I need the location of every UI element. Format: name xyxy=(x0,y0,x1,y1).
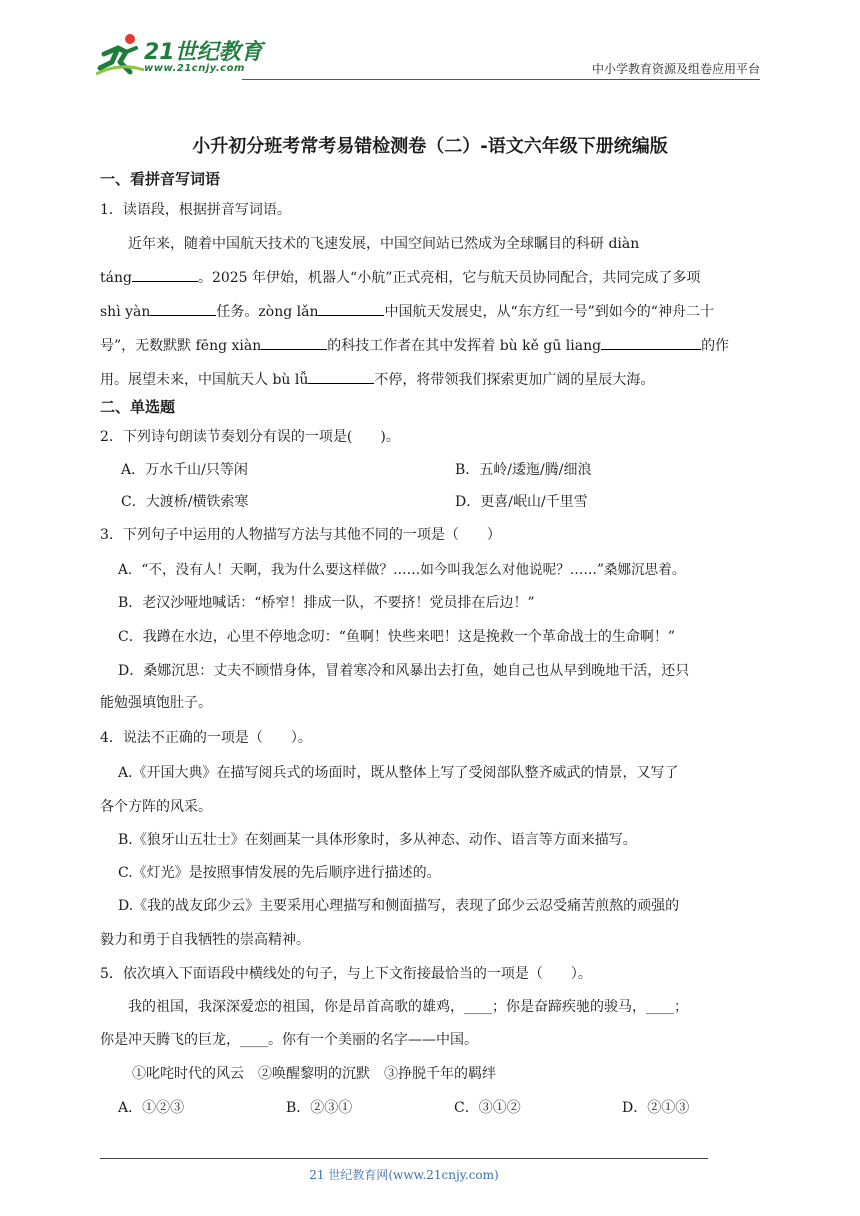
q5-passage-line-2: 你是冲天腾飞的巨龙，____。你有一个美丽的名字——中国。 xyxy=(100,1032,478,1048)
paragraph-line-3 xyxy=(100,301,765,321)
pinyin-shi-yan: shì yàn xyxy=(100,304,151,320)
paragraph-text: 的科技工作者在其中发挥着 bù kě gū liang xyxy=(327,338,602,354)
q4-option-a-cont: 各个方阵的风采。 xyxy=(100,799,212,815)
paragraph-text: 。2025 年伊始，机器人“小航”正式亮相，它与航天员协同配合，共同完成了多项 xyxy=(197,270,701,286)
question-3-stem: 3．下列句子中运用的人物描写方法与其他不同的一项是（ ） xyxy=(100,527,501,543)
q3-option-b[interactable]: B．老汉沙哑地喊话：“桥窄！排成一队，不要挤！党员排在后边！” xyxy=(118,595,535,611)
paragraph-line-2 xyxy=(100,267,765,287)
q4-option-a[interactable]: A.《开国大典》在描写阅兵式的场面时，既从整体上写了受阅部队整齐威武的情景，又写了 xyxy=(118,765,679,781)
q5-sentence-items: ①叱咤时代的风云 ②唤醒黎明的沉默 ③挣脱千年的羁绊 xyxy=(132,1066,496,1082)
question-2-stem: 2．下列诗句朗读节奏划分有误的一项是( )。 xyxy=(100,429,400,445)
paragraph-text: 的作 xyxy=(701,338,730,354)
question-4-stem: 4．说法不正确的一项是（ ）。 xyxy=(100,730,312,746)
q3-option-d[interactable]: D．桑娜沉思：丈夫不顾惜身体，冒着寒冷和风暴出去打鱼，她自己也从早到晚地干活，还只 xyxy=(118,663,690,679)
paragraph-text: 中国航天发展史，从“东方红一号”到如今的“神舟二十 xyxy=(384,304,714,320)
q4-option-d-cont: 毅力和勇于自我牺牲的崇高精神。 xyxy=(100,932,310,948)
footer-divider xyxy=(100,1158,708,1159)
paragraph-text: 号”，无数默默 fēng xiàn xyxy=(100,338,262,354)
answer-blank[interactable] xyxy=(318,301,384,316)
q5-option-a[interactable]: A．①②③ xyxy=(118,1100,185,1116)
paragraph-text: 任务。zòng lǎn xyxy=(216,304,319,320)
logo-title: 21世纪教育 xyxy=(144,40,263,65)
answer-blank[interactable] xyxy=(132,267,198,282)
footer-link[interactable]: 21 世纪教育网(www.21cnjy.com) xyxy=(309,1168,499,1182)
page-title: 小升初分班考常考易错检测卷（二）-语文六年级下册统编版 xyxy=(192,136,668,157)
q5-option-d[interactable]: D．②①③ xyxy=(622,1100,690,1116)
q2-option-a[interactable]: A．万水千山/只等闲 xyxy=(121,462,248,478)
paragraph-text: 不停，将带领我们探索更加广阔的星辰大海。 xyxy=(374,372,655,388)
pinyin-dian-tang: táng xyxy=(100,270,132,286)
answer-blank[interactable] xyxy=(261,335,327,350)
q2-option-b[interactable]: B．五岭/逶迤/腾/细浪 xyxy=(455,462,592,478)
question-1-stem: 1．读语段，根据拼音写词语。 xyxy=(100,202,291,218)
q3-option-c[interactable]: C．我蹲在水边，心里不停地念叨：“鱼啊！快些来吧！这是挽救一个革命战士的生命啊！” xyxy=(118,629,676,645)
paragraph-line-5 xyxy=(100,369,765,389)
section-heading-pinyin: 一、看拼音写词语 xyxy=(100,170,221,188)
page-header xyxy=(96,30,760,80)
q3-option-d-cont: 能勉强填饱肚子。 xyxy=(100,695,212,711)
q2-option-c[interactable]: C．大渡桥/横铁索寒 xyxy=(121,494,249,510)
q4-option-c[interactable]: C.《灯光》是按照事情发展的先后顺序进行描述的。 xyxy=(118,865,441,881)
paragraph-line-1: 近年来，随着中国航天技术的飞速发展，中国空间站已然成为全球瞩目的科研 diàn xyxy=(128,236,640,252)
q5-passage-line-1: 我的祖国，我深深爱恋的祖国，你是昂首高歌的雄鸡，____；你是奋蹄疾驰的骏马，____； xyxy=(128,999,688,1015)
header-divider xyxy=(242,79,760,80)
platform-name: 中小学教育资源及组卷应用平台 xyxy=(591,62,760,76)
question-5-stem: 5．依次填入下面语段中横线处的句子，与上下文衔接最恰当的一项是（ ）。 xyxy=(100,966,592,982)
runner-logo-icon xyxy=(96,32,144,76)
answer-blank[interactable] xyxy=(308,369,374,384)
paragraph-text: 用。展望未来，中国航天人 bù lǚ xyxy=(100,372,309,388)
site-logo[interactable] xyxy=(96,32,263,76)
answer-blank[interactable] xyxy=(150,301,216,316)
logo-url: www.21cnjy.com xyxy=(144,63,245,74)
q4-option-d[interactable]: D.《我的战友邱少云》主要采用心理描写和侧面描写，表现了邱少云忍受痛苦煎熬的顽强的 xyxy=(118,898,680,914)
paragraph-line-4 xyxy=(100,335,765,355)
answer-blank[interactable] xyxy=(601,335,701,350)
section-heading-choice: 二、单选题 xyxy=(100,398,176,416)
q5-option-c[interactable]: C．③①② xyxy=(454,1100,521,1116)
q4-option-b[interactable]: B.《狼牙山五壮士》在刻画某一具体形象时，多从神态、动作、语言等方面来描写。 xyxy=(118,832,637,848)
q5-option-b[interactable]: B．②③① xyxy=(286,1100,353,1116)
q3-option-a[interactable]: A．“不，没有人！天啊，我为什么要这样做？……如今叫我怎么对他说呢？……”桑娜沉思着。 xyxy=(118,562,686,578)
q2-option-d[interactable]: D．更喜/岷山/千里雪 xyxy=(455,494,588,510)
